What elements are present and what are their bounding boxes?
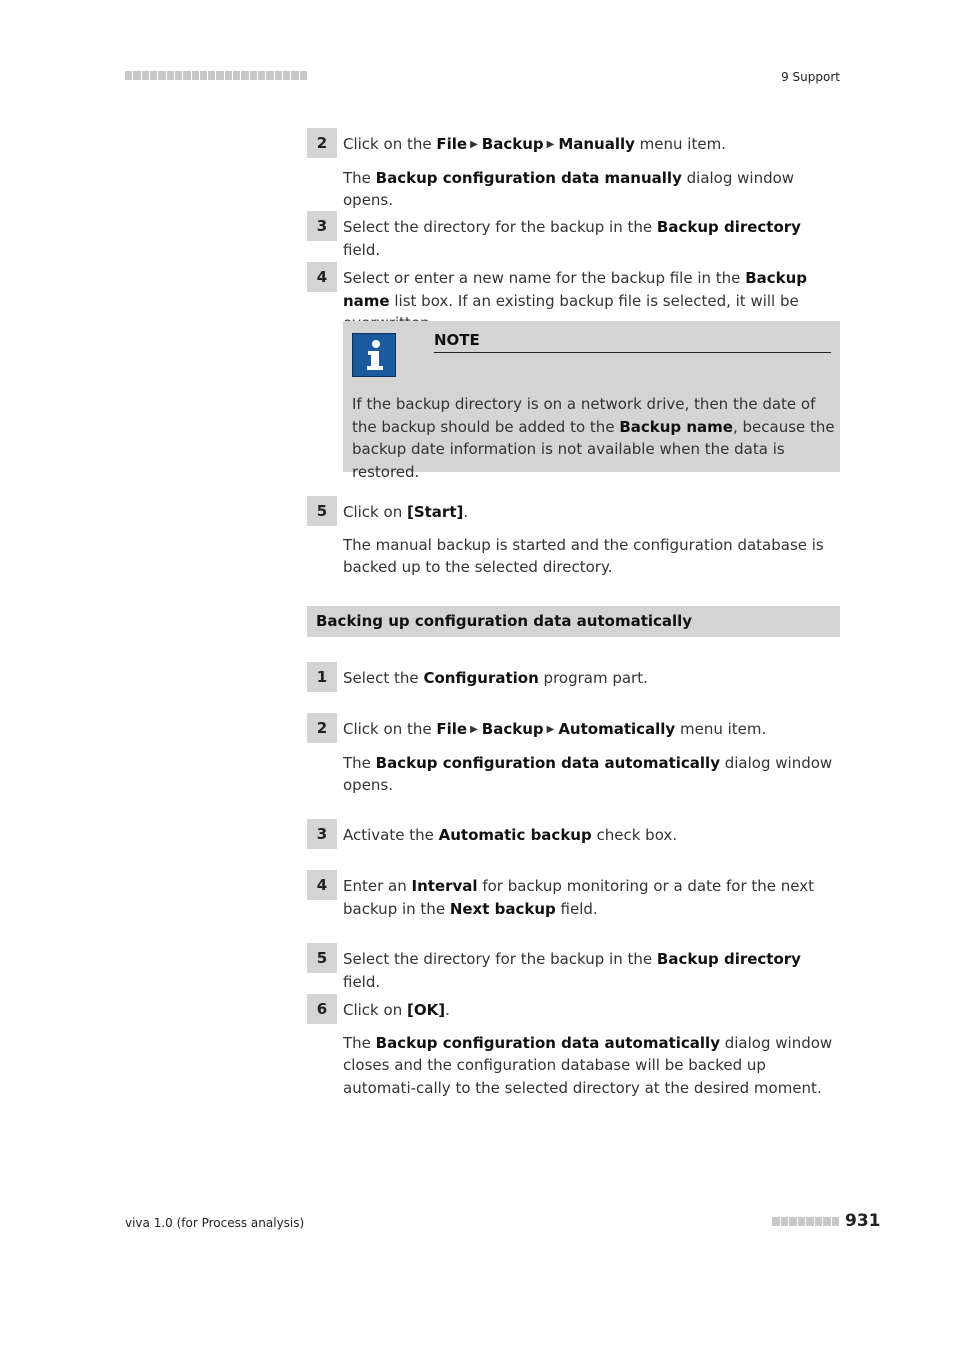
page-number: 931 <box>845 1211 881 1231</box>
step-number: 4 <box>307 262 337 292</box>
step-text: Select the directory for the backup in the Backup directory field. <box>343 950 801 991</box>
step-text: Select or enter a new name for the backup file in the Backup name list box. If an existing backup file is selected, it will be <box>343 269 808 310</box>
header-decoration <box>125 71 307 80</box>
step-text: Click on the File ▶ Backup ▶ Automatically menu item. The Backup configuration data automatically dialog window opens. <box>343 720 833 794</box>
triangle-right-icon: ▶ <box>546 724 555 735</box>
step-number: 3 <box>307 211 337 241</box>
triangle-right-icon: ▶ <box>470 139 478 150</box>
section-heading: Backing up configuration data automatically <box>307 606 840 637</box>
step-text: Click on [OK]. The Backup configuration data automatically dialog window closes and the configuration database will be backed up automati-cally to the selected directory at the desired moment. <box>343 1001 833 1097</box>
step-number: 5 <box>307 943 337 973</box>
note-text: If the backup directory is on a network drive, then the date of the backup should be added to the Backup name, because the backup date information is not available when the data is restored. <box>352 395 835 481</box>
step-text: Click on [Start]. The manual backup is started and the configuration database is backed up to the selected directory. <box>343 503 824 576</box>
step-number: 2 <box>307 128 337 158</box>
step-text: Activate the Automatic backup check box. <box>343 826 678 844</box>
chapter-title: 9 Support <box>781 70 840 84</box>
step-number: 6 <box>307 994 337 1024</box>
step-number: 4 <box>307 870 337 900</box>
note-divider <box>434 352 831 353</box>
step-number: 1 <box>307 662 337 692</box>
triangle-right-icon: ▶ <box>470 724 478 735</box>
footer-decoration <box>772 1217 839 1226</box>
step-text: Select the directory for the backup in the Backup directory field. <box>343 218 801 259</box>
product-name: viva 1.0 (for Process analysis) <box>125 1216 305 1230</box>
note-title: NOTE <box>434 331 480 349</box>
step-number: 2 <box>307 713 337 743</box>
triangle-right-icon: ▶ <box>546 139 555 150</box>
info-icon <box>352 333 396 377</box>
step-number: 3 <box>307 819 337 849</box>
note-box <box>343 321 840 481</box>
step-number: 5 <box>307 496 337 526</box>
step-text: Click on the File ▶ Backup ▶ Manually menu item. The Backup configuration data manually dialog window opens. <box>343 135 795 209</box>
step-text: Enter an Interval for backup monitoring or a date for the next backup in the Next backup field. <box>343 877 815 918</box>
step-text: Select the Configuration program part. <box>343 669 648 687</box>
